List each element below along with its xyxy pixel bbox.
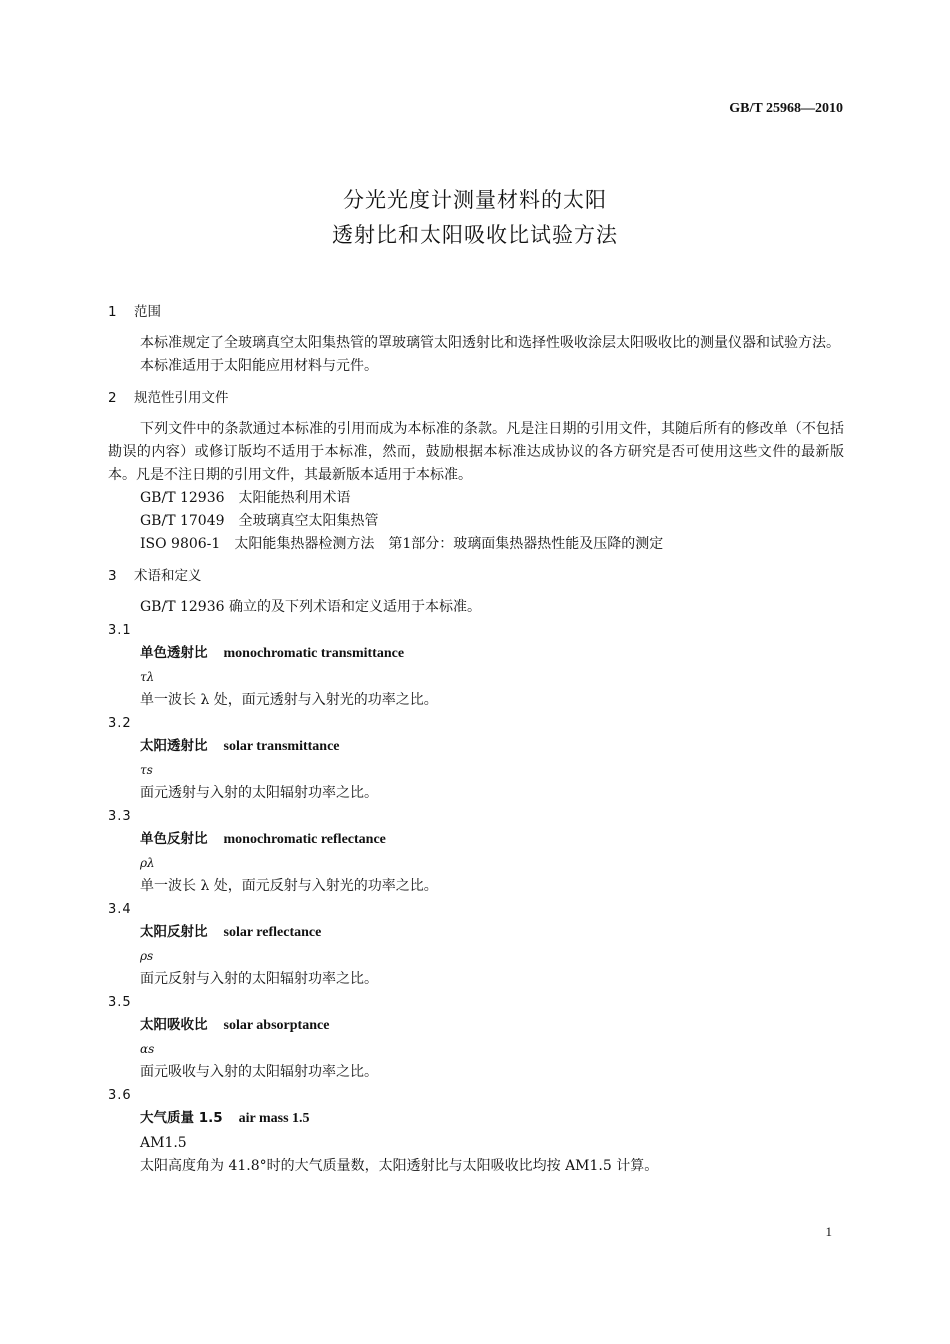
- term-name: [108, 735, 844, 760]
- term-number: 3.1: [108, 623, 132, 638]
- term-definition: 面元反射与入射的太阳辐射功率之比。: [140, 971, 378, 987]
- term-name-en: air mass 1.5: [238, 1111, 310, 1126]
- normative-reference: GB/T 17049 全玻璃真空太阳集热管: [140, 513, 379, 529]
- paragraph: GB/T 12936 确立的及下列术语和定义适用于本标准。: [140, 599, 481, 615]
- document-body: [108, 300, 844, 1178]
- document-title: [0, 183, 950, 253]
- title-line-2: 透射比和太阳吸收比试验方法: [332, 223, 618, 247]
- term-number: 3.2: [108, 716, 132, 731]
- term-definition: 太阳高度角为 41.8°时的大气质量数，太阳透射比与太阳吸收比均按 AM1.5 计算。: [140, 1158, 659, 1174]
- term-name: [108, 921, 844, 946]
- term-definition: 面元透射与入射的太阳辐射功率之比。: [140, 785, 378, 801]
- term-entry: [108, 1084, 844, 1178]
- term-entry: [108, 898, 844, 991]
- term-symbol: ρs: [140, 949, 154, 963]
- term-name-zh: 单色反射比: [140, 831, 208, 847]
- term-symbol: ρλ: [140, 856, 155, 870]
- section-number: 1: [108, 304, 117, 320]
- term-symbol: αs: [140, 1042, 155, 1056]
- term-symbol: AM1.5: [140, 1135, 187, 1151]
- paragraph: 本标准规定了全玻璃真空太阳集热管的罩玻璃管太阳透射比和选择性吸收涂层太阳吸收比的测量仪器和试验方法。: [140, 335, 840, 351]
- term-name-zh: 太阳反射比: [140, 924, 208, 940]
- section-number: 3: [108, 568, 117, 584]
- section-number: 2: [108, 390, 117, 406]
- term-number: 3.5: [108, 995, 132, 1010]
- term-entry: [108, 712, 844, 805]
- term-name-en: solar absorptance: [223, 1018, 330, 1033]
- term-name-en: monochromatic transmittance: [223, 646, 405, 661]
- section-heading-2: [108, 386, 844, 410]
- term-name-en: solar transmittance: [223, 739, 340, 754]
- term-symbol: τs: [140, 763, 153, 777]
- term-entry: [108, 805, 844, 898]
- term-name: [108, 642, 844, 667]
- normative-reference: ISO 9806-1 太阳能集热器检测方法 第1部分：玻璃面集热器热性能及压降的测定: [140, 536, 664, 552]
- section-title: 规范性引用文件: [134, 390, 229, 406]
- section-heading-3: [108, 564, 844, 588]
- section-title: 范围: [134, 304, 161, 320]
- normative-reference: GB/T 12936 太阳能热利用术语: [140, 490, 351, 506]
- term-number: 3.4: [108, 902, 132, 917]
- term-name: [108, 1107, 844, 1132]
- term-name-en: solar reflectance: [223, 925, 322, 940]
- term-definition: 面元吸收与入射的太阳辐射功率之比。: [140, 1064, 378, 1080]
- term-name: [108, 828, 844, 853]
- term-name-zh: 太阳吸收比: [140, 1017, 208, 1033]
- term-number: 3.6: [108, 1088, 132, 1103]
- term-definition: 单一波长 λ 处，面元透射与入射光的功率之比。: [140, 692, 438, 708]
- standard-code: GB/T 25968—2010: [729, 101, 843, 116]
- title-line-1: 分光光度计测量材料的太阳: [343, 188, 607, 212]
- term-number: 3.3: [108, 809, 132, 824]
- term-name: [108, 1014, 844, 1039]
- paragraph: 本标准适用于太阳能应用材料与元件。: [140, 358, 378, 374]
- term-name-zh: 大气质量 1.5: [140, 1110, 223, 1126]
- term-name-zh: 单色透射比: [140, 645, 208, 661]
- term-entry: [108, 991, 844, 1084]
- section-heading-1: [108, 300, 844, 324]
- section-title: 术语和定义: [134, 568, 202, 584]
- term-symbol: τλ: [140, 670, 155, 684]
- page-number: 1: [825, 1224, 832, 1239]
- term-name-en: monochromatic reflectance: [223, 832, 386, 847]
- term-entry: [108, 619, 844, 712]
- paragraph: 下列文件中的条款通过本标准的引用而成为本标准的条款。凡是注日期的引用文件，其随后所有的修改单（不包括勘误的内容）或修订版均不适用于本标准，然而，鼓励根据本标准达成协议的各方研究是否可使用这些文件的最新版本。凡是不注日期的引用文件，其最新版本适用于本标准。: [108, 421, 844, 483]
- term-definition: 单一波长 λ 处，面元反射与入射光的功率之比。: [140, 878, 438, 894]
- term-name-zh: 太阳透射比: [140, 738, 208, 754]
